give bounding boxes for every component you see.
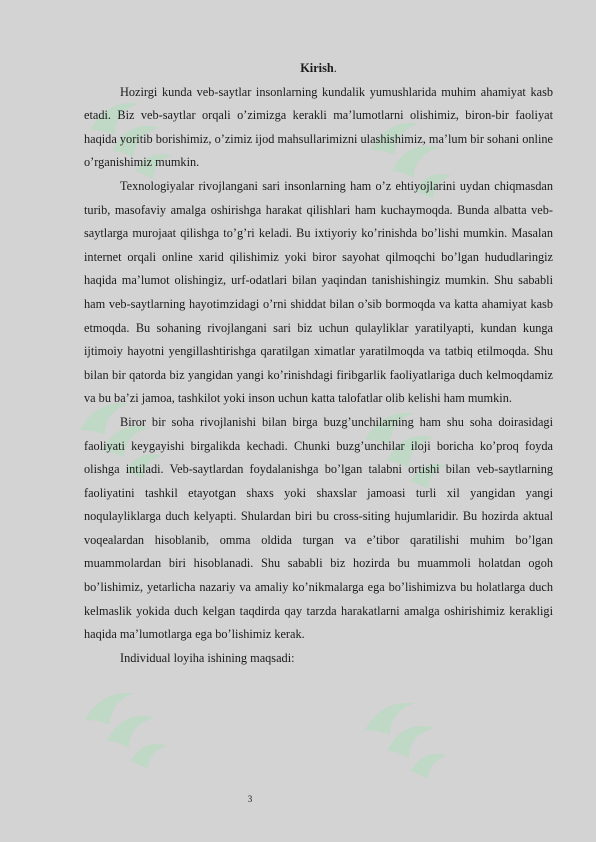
page-number: 3 (247, 794, 253, 804)
document-body (84, 57, 553, 670)
paragraph-3: Biror bir soha rivojlanishi bilan birga buzg’unchilarning ham shu soha doirasidagi faoliyati keygayishi birgalikda kechadi. Chunki buzg’unchilar iloji boricha ko’proq foyda olishga intiladi. Veb-saytlardan foydalanishga bo’lgan talabni ortishi bilan veb-saytlarning faoliyatini tashkil etayotgan shaxs yoki shaxslar jamoasi turli xil yangidan yangi noqulayliklarga duch kelyapti. Shulardan biri bu cross-siting hujumlaridir. Bu hozirda aktual voqealardan hisoblanib, omma oldida turgan va e’tibor qaratilishi muhim bo’lgan muammolardan biri hisoblanadi. Shu sababli biz hozirda bu muammoli holatdan ogoh bo’lishimiz, yetarlicha nazariy va amaliy ko’nikmalarga ega bo’lishimizva bu holatlarga duch kelmaslik yokida duch kelgan taqdirda qay tarzda harakatlarni amalga oshirishimiz kerakligi haqida ma’lumotlarga ega bo’lishimiz kerak. (84, 414, 553, 642)
paragraph-1: Hozirgi kunda veb-saytlar insonlarning kundalik yumushlarida muhim ahamiyat kasb etadi. Biz veb-saytlar orqali o’zimizga kerakli ma’lumotlarni olishimiz, biron-bir faoliyat haqida yoritib borishimiz, o’zimiz ijod mahsullarimizni ulashishimiz, ma’lum bir sohani online o’rganishimiz mumkin. (84, 84, 553, 170)
title-text: Kirish (300, 61, 334, 75)
paragraph-2: Texnologiyalar rivojlangani sari insonlarning ham o’z ehtiyojlarini uydan chiqmasdan turib, masofaviy amalga oshirishga harakat qilishlari ham kuchaymoqda. Bunda albatta veb-saytlarga murojaat qilishga to’g’ri keladi. Bu ixtiyoriy ko’rinishda bo’lishi mumkin. Masalan internet orqali online xarid qilishimiz yoki biror sayohat qilmoqchi bo’lgan hududlaringiz haqida ma’lumot olishingiz, urf-odatlari bilan yaqindan tanishishingiz mumkin. Shu sababli ham veb-saytlarning hayotimzidagi o’rni shiddat bilan o’sib bormoqda va katta ahamiyat kasb etmoqda. Bu sohaning rivojlangani sari biz uchun qulayliklar yaratilyapti, kundan kunga ijtimoiy hayotni yengillashtirishga qaratilgan ximatlar yaratilmoqda va tatbiq etilmoqda. Shu bilan bir qatorda biz yangidan yangi ko’rinishdagi firibgarlik faoliyatlariga duch kelmoqdamiz va bu ba’zi jamoa, tashkilot yoki inson uchun katta talofatlar olib kelishi ham mumkin. (84, 178, 553, 406)
title-punctuation: . (333, 61, 337, 75)
page-title (84, 57, 553, 81)
paragraph-4: Individual loyiha ishining maqsadi: (120, 650, 295, 665)
